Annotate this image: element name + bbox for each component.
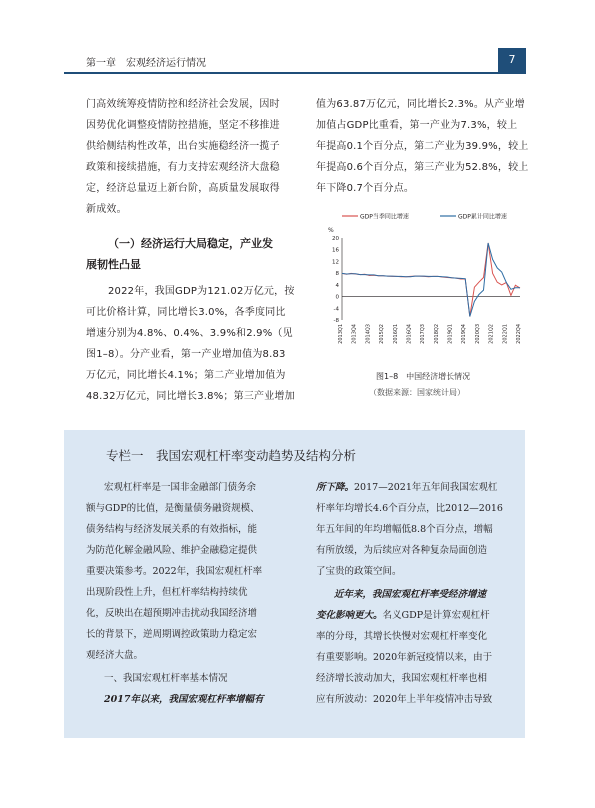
series-line-quarterly [342, 243, 520, 317]
x-tick-label: 2015Q2 [379, 324, 386, 344]
box-line: 化，反映出在超预期冲击扰动我国经济增 [86, 608, 258, 619]
box-bold-phrase: 变化影响更大。 [316, 610, 383, 621]
body-line: 定，经济总量迈上新台阶，高质量发展取得 [86, 183, 280, 194]
figure-source: （数据来源：国家统计局） [369, 388, 465, 397]
body-line: 图1–8）。分产业看，第一产业增加值为8.83 [86, 349, 286, 360]
box-bold-phrase: 所下降。 [316, 482, 355, 493]
section-subheading: （一）经济运行大局稳定，产业发 [108, 237, 273, 250]
body-line: 48.32万亿元，同比增长3.8%；第三产业增加 [86, 391, 295, 402]
y-tick-label: 4 [335, 282, 339, 289]
body-line: 万亿元，同比增长4.1%；第二产业增加值为 [86, 370, 286, 381]
box-line: 为防范化解金融风险、维护金融稳定提供 [86, 545, 258, 556]
box-line: 宏观杠杆率是一国非金融部门债务余 [104, 482, 257, 493]
x-tick-label: 2017Q3 [420, 324, 427, 344]
gdp-growth-chart [320, 208, 530, 368]
box-line: 有所放缓，为后续应对各种复杂局面创造 [316, 545, 488, 556]
x-tick-label: 2018Q2 [433, 324, 440, 344]
box-subheading: 一、我国宏观杠杆率基本情况 [104, 673, 228, 684]
y-tick-label: 16 [332, 247, 339, 254]
body-line: 增速分别为4.8%、0.4%、3.9%和2.9%（见 [86, 328, 293, 339]
box-line: 债务结构与经济发展关系的有效指标，能 [86, 524, 258, 535]
chart-legend [342, 213, 507, 221]
y-axis-ticks [332, 236, 340, 324]
x-tick-label: 2020Q3 [474, 324, 481, 344]
box-line: 有重要影响。2020年新冠疫情以来，由于 [316, 652, 493, 663]
chart-grid [342, 238, 520, 320]
series-line-cumulative [342, 243, 520, 317]
x-tick-label: 2019Q1 [447, 324, 454, 344]
box-line: 杆率年均增长4.6个百分点，比2012—2016 [316, 503, 503, 514]
box-line: 出现阶段性上升，但杠杆率结构持续优 [86, 587, 248, 598]
body-line: 值为63.87万亿元，同比增长2.3%。从产业增 [316, 99, 525, 110]
box-line-bold: 近年来，我国宏观杠杆率受经济增速 [334, 589, 487, 600]
body-line: 供给侧结构性改革，出台实施稳经济一揽子 [86, 141, 280, 152]
body-line: 政策和接续措施，有力支持宏观经济大盘稳 [86, 162, 280, 173]
header-rule [64, 72, 526, 74]
section-subheading: 展韧性凸显 [86, 258, 141, 271]
y-tick-label: 0 [335, 294, 339, 301]
chart-series [342, 243, 520, 317]
body-line: 加值占GDP比重看，第一产业为7.3%，较上 [316, 120, 518, 131]
x-tick-label: 2021Q2 [488, 324, 495, 344]
body-line: 年提高0.1个百分点，第二产业为39.9%，较上 [316, 141, 529, 152]
x-tick-label: 2013Q1 [338, 324, 344, 344]
chart-svg [320, 208, 530, 368]
box-line [316, 477, 497, 499]
chapter-header: 第一章 宏观经济运行情况 [86, 58, 206, 69]
legend-label-cumulative: GDP累计同比增速 [458, 213, 507, 221]
legend-label-quarterly: GDP当季同比增速 [360, 213, 409, 221]
x-axis-ticks [338, 324, 522, 344]
body-line: 可比价格计算，同比增长3.0%，各季度同比 [86, 307, 286, 318]
y-tick-label: 12 [332, 259, 339, 266]
figure-caption: 图1–8 中国经济增长情况 [376, 372, 471, 381]
body-line: 2022年，我国GDP为121.02万亿元，按 [108, 286, 295, 297]
x-tick-label: 2016Q1 [392, 324, 399, 344]
body-line: 因势优化调整疫情防控措施，坚定不移推进 [86, 120, 280, 131]
y-axis-unit: % [328, 227, 334, 234]
x-tick-label: 2014Q3 [365, 324, 372, 344]
box-line: 年五年间的年均增幅低8.8个百分点，增幅 [316, 524, 493, 535]
y-tick-label: 20 [332, 236, 339, 242]
y-tick-label: -8 [333, 318, 339, 324]
box-line: 长的背景下，逆周期调控政策助力稳定宏 [86, 629, 258, 640]
y-tick-label: -4 [333, 306, 339, 313]
box-line-bold: 2017年以来，我国宏观杠杆率增幅有 [104, 694, 264, 705]
x-tick-label: 2013Q4 [351, 324, 358, 344]
box-text: 名义GDP是计算宏观杠杆 [382, 610, 490, 621]
body-line: 门高效统筹疫情防控和经济社会发展，因时 [86, 99, 280, 110]
page-number: 7 [498, 48, 526, 72]
box-line: 重要决策参考。2022年，我国宏观杠杆率 [86, 566, 263, 577]
x-tick-label: 2016Q4 [406, 324, 413, 344]
box-line: 经济增长波动加大，我国宏观杠杆率也相 [316, 673, 488, 684]
body-line: 年提高0.6个百分点，第三产业为52.8%，较上 [316, 162, 529, 173]
box-line: 额与GDP的比值，是衡量债务融资规模、 [86, 503, 260, 514]
x-tick-label: 2022Q4 [516, 324, 522, 344]
box-text: 2017—2021年五年间我国宏观杠 [354, 482, 498, 493]
box-line: 率的分母，其增长快慢对宏观杠杆率变化 [316, 631, 488, 642]
box-line: 应有所波动：2020年上半年疫情冲击导致 [316, 694, 493, 705]
x-tick-label: 2019Q4 [461, 324, 468, 344]
box-line: 了宝贵的政策空间。 [316, 566, 402, 577]
y-tick-label: 8 [335, 271, 339, 278]
box-line: 观经济大盘。 [86, 650, 144, 661]
body-line: 新成效。 [86, 204, 127, 215]
x-tick-label: 2022Q1 [502, 324, 509, 344]
box-title: 专栏一 我国宏观杠杆率变动趋势及结构分析 [106, 448, 357, 463]
body-line: 年下降0.7个百分点。 [316, 183, 415, 194]
box-line [316, 605, 490, 627]
